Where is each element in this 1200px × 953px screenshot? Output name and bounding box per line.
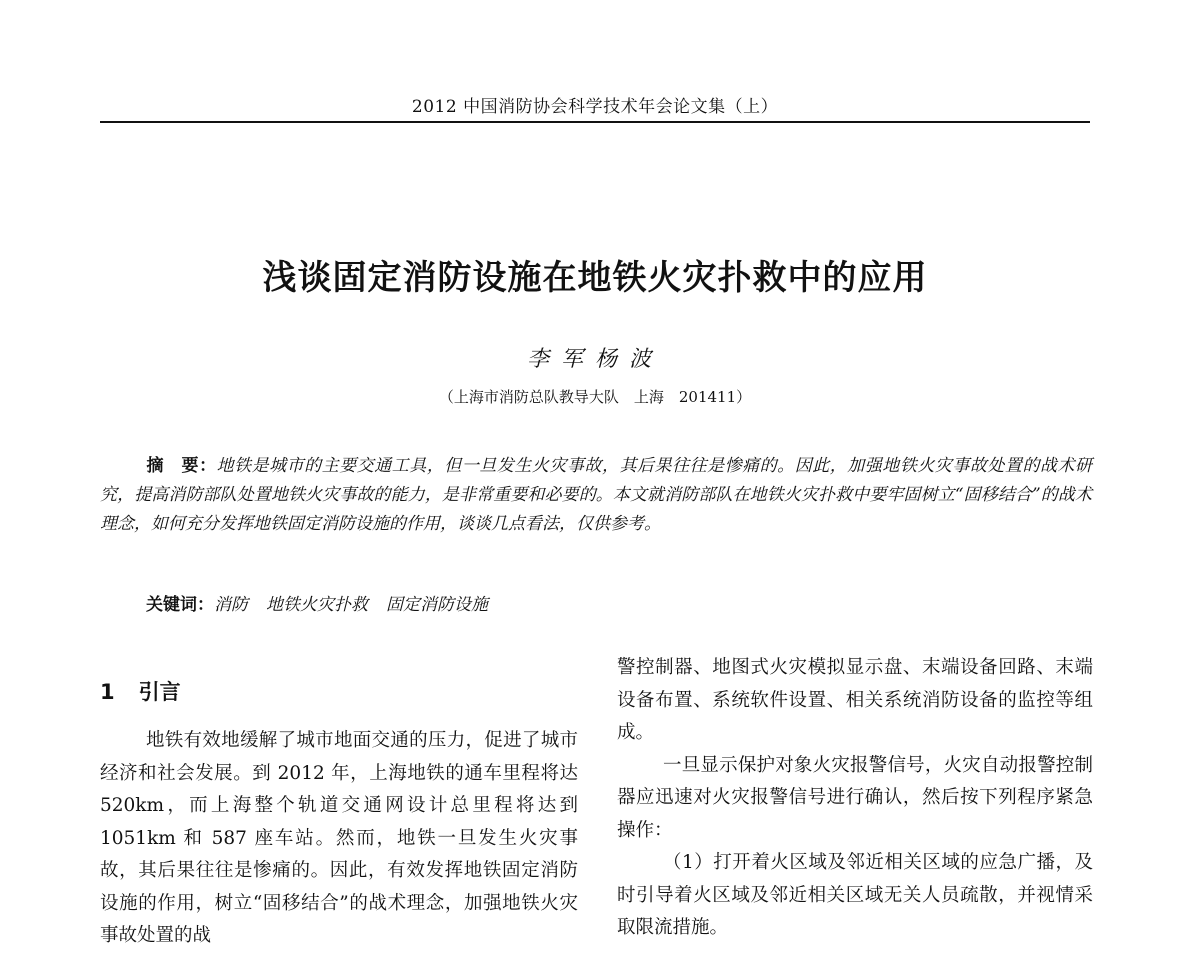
keyword: 地铁火灾扑救: [266, 595, 368, 615]
keyword: 消防: [214, 595, 248, 615]
paper-title: 浅谈固定消防设施在地铁火灾扑救中的应用: [262, 258, 928, 298]
body-paragraph: 一旦显示保护对象火灾报警信号，火灾自动报警控制器应迅速对火灾报警信号进行确认，然后按下列程序紧急操作：: [617, 754, 1093, 841]
abstract: [100, 452, 1092, 539]
section-heading: [100, 676, 181, 706]
right-column: [617, 652, 1093, 945]
left-column: [100, 725, 578, 953]
section-number: 1: [100, 680, 115, 704]
keywords-label: 关键词：: [146, 595, 214, 615]
running-head: 2012 中国消防协会科学技术年会论文集（上）: [411, 97, 779, 117]
abstract-label: 摘 要：: [146, 456, 217, 476]
section-title: 引言: [138, 680, 181, 704]
body-paragraph: 警控制器、地图式火灾模拟显示盘、末端设备回路、末端设备布置、系统软件设置、相关系统消防设备的监控等组成。: [617, 657, 1093, 743]
keywords: [146, 590, 1092, 615]
paper-affiliation: （上海市消防总队教导大队 上海 201411）: [438, 388, 752, 406]
body-paragraph: 地铁有效地缓解了城市地面交通的压力，促进了城市经济和社会发展。到 2012 年，上海地铁的通车里程将达 520km，而上海整个轨道交通网设计总里程将达到 1051km 和 587 座车站。然而，地铁一旦发生火灾事故，其后果往往是惨痛的。因此，有效发挥地铁固定消防设施的作用，树立“固移结合”的战术理念，加强地铁火灾事故处置的战: [100, 730, 578, 946]
keyword: 固定消防设施: [386, 595, 488, 615]
header-rule: [100, 121, 1090, 123]
body-paragraph: （1）打开着火区域及邻近相关区域的应急广播，及时引导着火区域及邻近相关区域无关人员疏散，并视情采取限流措施。: [617, 852, 1093, 938]
paper-authors: 李军杨波: [526, 347, 663, 372]
abstract-text: 地铁是城市的主要交通工具，但一旦发生火灾事故，其后果往往是惨痛的。因此，加强地铁火灾事故处置的战术研究，提高消防部队处置地铁火灾事故的能力，是非常重要和必要的。本文就消防部队在地铁火灾扑救中要牢固树立“固移结合”的战术理念，如何充分发挥地铁固定消防设施的作用，谈谈几点看法，仅供参考。: [100, 456, 1092, 534]
